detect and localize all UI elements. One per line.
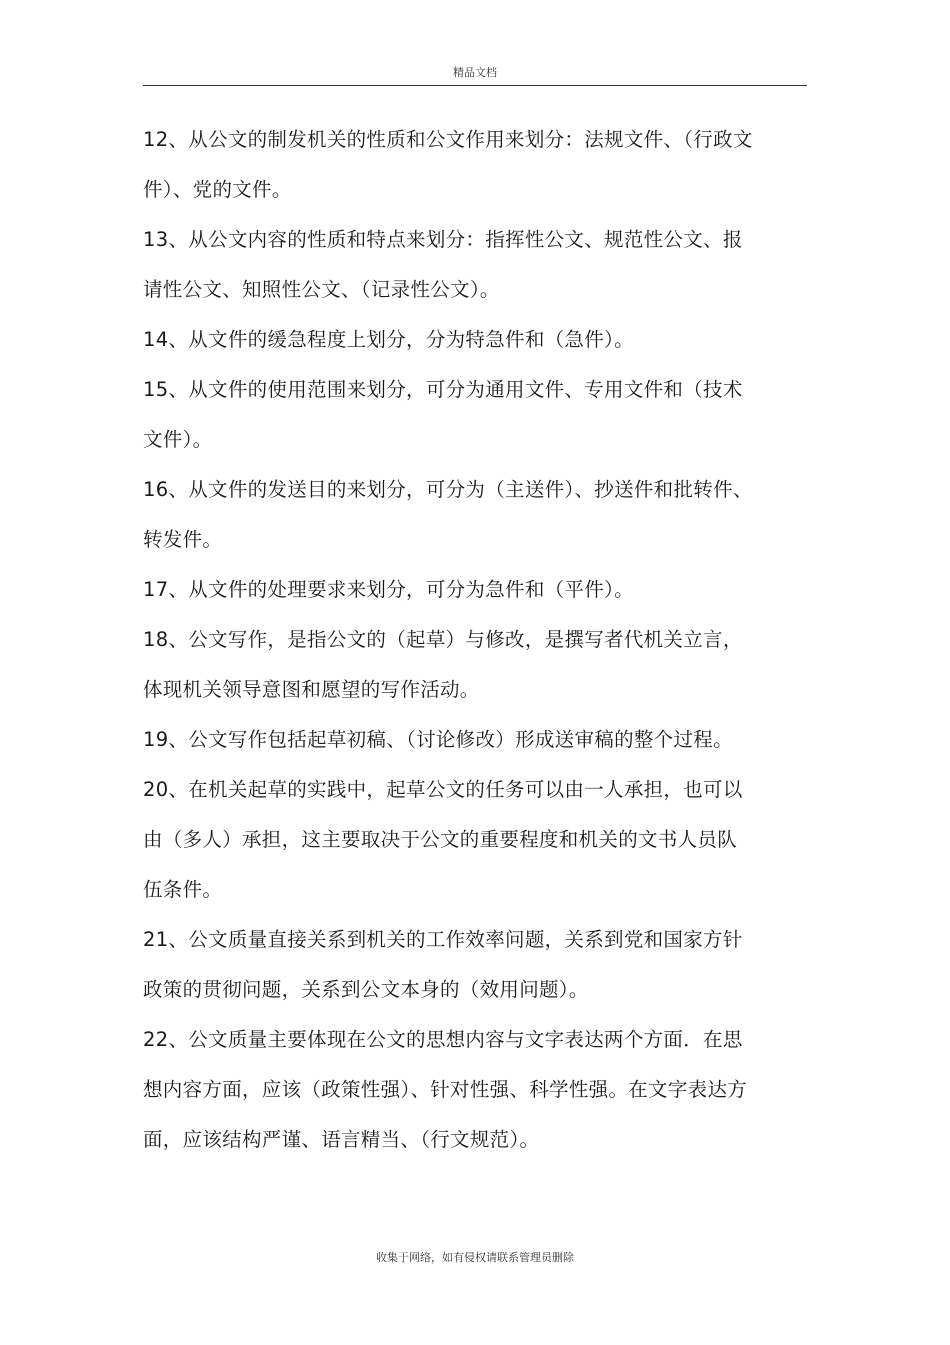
list-item: 20、在机关起草的实践中，起草公文的任务可以由一人承担，也可以由（多人）承担，这主要取决于公文的重要程度和机关的文书人员队伍条件。 xyxy=(143,778,743,901)
list-item: 12、从公文的制发机关的性质和公文作用来划分：法规文件、（行政文件）、党的文件。 xyxy=(143,128,753,201)
list-item: 14、从文件的缓急程度上划分，分为特急件和（急件）。 xyxy=(143,328,634,351)
page-footer: 收集于网络，如有侵权请联系管理员删除 xyxy=(376,1251,574,1264)
list-item: 16、从文件的发送目的来划分，可分为（主送件）、抄送件和批转件、转发件。 xyxy=(143,478,753,551)
list-item: 22、公文质量主要体现在公文的思想内容与文字表达两个方面．在思想内容方面，应该（政策性强）、针对性强、科学性强。在文字表达方面，应该结构严谨、语言精当、（行文规范）。 xyxy=(143,1028,748,1151)
list-item: 15、从文件的使用范围来划分，可分为通用文件、专用文件和（技术文件）。 xyxy=(143,378,743,451)
list-item: 13、从公文内容的性质和特点来划分：指挥性公文、规范性公文、报请性公文、知照性公文、（记录性公文）。 xyxy=(143,228,743,301)
list-item: 18、公文写作，是指公文的（起草）与修改，是撰写者代机关立言，体现机关领导意图和愿望的写作活动。 xyxy=(143,628,743,701)
list-item: 19、公文写作包括起草初稿、（讨论修改）形成送审稿的整个过程。 xyxy=(143,728,733,751)
page-header: 精品文档 xyxy=(453,66,497,79)
list-item: 21、公文质量直接关系到机关的工作效率问题，关系到党和国家方针政策的贯彻问题，关系到公文本身的（效用问题）。 xyxy=(143,928,743,1001)
question-list xyxy=(143,115,753,1165)
list-item: 17、从文件的处理要求来划分，可分为急件和（平件）。 xyxy=(143,578,634,601)
header-divider xyxy=(143,85,807,86)
